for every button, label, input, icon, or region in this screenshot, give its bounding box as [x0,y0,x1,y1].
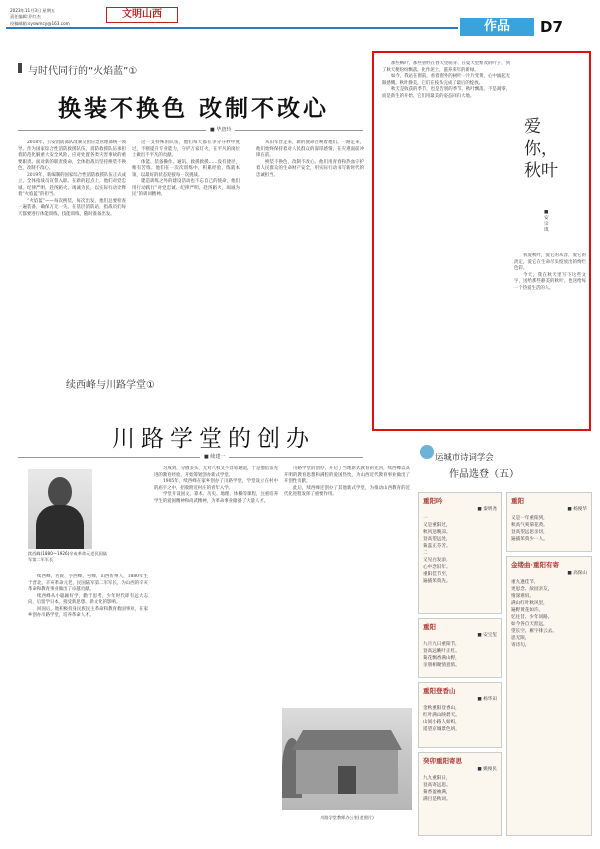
poem-line: 登高远眺叶正红。 [423,649,460,654]
article1-paragraph: 这一支特殊的队伍，他们每天都在争分夺秒中度过，不断提升专业能力，守护万家灯火，在平凡的岗位上做出不平凡的贡献。 [132,140,240,158]
article2-paragraph: 回国后，他积极投身民族民主革命和教育救国事业，在家乡创办川路学堂，培养革命人才。 [28,606,148,618]
essay-paragraph: 如今，我站在窗前，看着窗外的树叶一片片变黄，心中涌起无限感慨。秋叶静美，它们在枝头完成了最后的绽放。 [382,74,510,86]
poem-line: 山间小路人如织， [423,720,460,725]
poem-author: ■ 姚俊民 [477,767,497,772]
poem-line: 又见白发添， [423,558,451,563]
article2-paragraph: 续西峰从小聪颖好学，勤于思考，少年时代即有远大志向，后留学日本，接受新思想、新文化的影响。 [28,593,148,605]
page-number: D7 [540,18,563,36]
poem-author: ■ 高保山 [567,571,587,576]
school-photo [282,708,412,810]
poem-line: 心中念旧年。 [423,565,451,570]
poem-line: 遍野黄花如许。 [511,608,544,613]
portrait-head [48,477,72,507]
article1-paragraph: 2019年，新编制的国家综合性消防救援队伍正式成立，全体指战员宣誓入职。在新的起点上，他们对党忠诚、纪律严明、赴汤蹈火、竭诚为民，以实际行动诠释着“火焰蓝”的担当。 [18,172,126,197]
article1-paragraph: 体能、装备操作、通讯、救援救援……没有捷径，唯有苦练。他们在一次次训练中，积累经验，练就本领，以最好的状态迎接每一次挑战。 [132,159,240,178]
poem-title: 重阳 [511,497,524,505]
article1-column-2 [132,140,240,365]
poem-author: ■ 安宝玺 [477,633,497,638]
poem-line: 重阳佳节至， [423,572,451,577]
article1-title: 换装不换色 改制不改心 [58,96,330,122]
poem-line: 红叶满山映碧天。 [423,713,460,718]
article2-kicker: 续西峰与川路学堂① [66,380,155,391]
essay-paragraph: 那些枫叶，那些曾经在春天里萌芽、在夏天里繁茂的叶子，到了秋天便纷纷飘落，化作泥土，滋养来年的新绿。 [382,61,510,73]
poem-line: 望长空、雁字排云去。 [511,629,557,634]
poem-card [506,492,592,552]
essay-paragraph: 我爱秋叶，爱它的从容，爱它的淡定，爱它在生命尽头绽放出的绚烂色彩。 [514,253,586,271]
poem-line: 又是一年重阳到， [511,516,548,521]
poetry-header [416,440,592,488]
poem-card [418,618,502,678]
article1-byline: ■ 毕唐玲 [206,126,235,133]
poem-card [506,556,592,836]
column-logo: 文明山西 [106,7,178,23]
poem-line: 秋风送晚凉。 [423,530,451,535]
article1-paragraph: 从旧军营走来，新的使命召唤着他们。一路走来，他们始终保持着对人民群众的深厚感情，在灾难面前冲锋在前。 [256,140,364,158]
poem-card [418,752,502,836]
poem-line: 如今各自天涯远， [511,622,548,627]
article2-title: 川路学堂的创办 [112,426,315,452]
poem-line: 重九逢佳节， [511,580,539,585]
poem-line: 金秋重阳登香山， [423,706,460,711]
photo-roof [292,730,402,750]
article2-column-3 [284,466,410,702]
poem-line: 登高寄远思。 [423,783,451,788]
poem-line: 菊花飘香满山野， [423,656,460,661]
article2-paragraph: 习成效，分散多头，无对八权文不容易通道，于是他借鉴先进的教育经验，开始筹划创办新式学堂。 [154,466,278,478]
masthead [6,6,594,42]
essay-paragraph: 今天，我在秋天里写下这些文字，送给那些静美的秋叶，也送给每一个热爱生活的人。 [514,272,586,291]
essay-column-2 [514,253,586,423]
poem-card [418,682,502,748]
article1-paragraph: 建造训练之外的建设活动也不忘自己的使命，他们用行动践行“对党忠诚、纪律严明、赴汤蹈火、竭诚为民”的训词精神。 [132,179,240,197]
poem-line: 遍插茱萸先。 [423,579,451,584]
poem-line: 忆往昔、少年同路。 [511,615,553,620]
poetry-header-title: 运城市诗词学会 [435,452,494,462]
photo-caption: 川路学堂教师办公室(老照片) [320,815,374,820]
poem-line: 登高望远思亲切， [511,530,548,535]
article1-paragraph: “火焰蓝”——每次换装，每次出发，他们总要检查一遍装备，确保万无一失。在基层消防站，指战员们每天都要进行体能训练、技能训练，随时准备出发。 [18,198,126,217]
essay-paragraph: 秋天是收获的季节，也是告别的季节。秋叶飘落，不是凋零，而是新生的开始，它们用最美的姿态回归大地。 [382,87,510,99]
poem-line: 二 [423,551,428,556]
poetry-logo-icon [420,445,434,459]
byline-rule [18,130,363,131]
essay-box [372,51,591,431]
portrait-body [36,505,84,549]
article1-column-3 [256,140,364,365]
poem-line: 满山红叶秋风里， [511,601,548,606]
article2-byline: ■ 续建一 [200,453,229,460]
poem-title: 重阳 [423,623,436,631]
poem-line: 菊蕊正芬芳。 [423,544,451,549]
poem-line: 遥望京城景色妍。 [423,727,460,732]
article2-column-1 [28,574,148,839]
poem-line: 满目是秋词。 [423,797,451,802]
article1-paragraph: 换装不换色，改制不改心。他们用青春和热血守护着人民群众的生命财产安全，用实际行动书写新时代的忠诚担当。 [256,159,364,178]
essay-author: ■ 安宗琪 [544,210,549,233]
email-line: 投稿邮箱:syswmcy@163.com [10,20,70,26]
essay-title: 爱你，秋叶 [524,117,558,181]
poem-title: 重阳登香山 [423,687,456,695]
portrait-photo [28,469,92,549]
poem-line: 一 [423,516,428,521]
article1-paragraph: 2018年，公安消防部队改制交由应急管理部统一领导。作为国家综合性消防救援队伍，消防救援队伍承担着防范化解重大安全风险、应对处置各类灾害事故的重要职责。面对新的职责使命，全体指战员坚持换装不换色、改制不改心。 [18,140,126,171]
poem-line: 秋高气爽菊花黄。 [511,523,548,528]
poem-line: 菊香盈袖满， [423,790,451,795]
byline-rule [18,457,363,458]
poem-author: ■ 杨俊华 [567,507,587,512]
masthead-rule [6,27,458,29]
poem-line: 思无限， [511,636,530,641]
poem-line: 情深难诉。 [511,594,534,599]
poem-author: ■ 杨华田 [477,697,497,702]
poem-card [418,492,502,614]
poem-line: 登高望远处， [423,537,451,542]
poem-line: 遍插茱萸少一人。 [511,537,548,542]
poem-line: 亲朋相聚情意浓。 [423,663,460,668]
poem-line: 又是重阳过， [423,523,451,528]
photo-door [338,766,356,794]
poem-title: 癸卯重阳寄思 [423,757,462,765]
poem-title: 金缕曲·重阳有寄 [511,561,559,569]
article1-kicker: 与时代同行的“火焰蓝”① [28,66,138,77]
essay-column-1 [382,61,510,421]
poem-line: 更思念、故园亲友， [511,587,553,592]
article2-paragraph: 此后，续西峰还创办了其他新式学堂，为推动山西教育的近代化进程发挥了重要作用。 [284,485,410,497]
poem-line: 九月九日重阳节， [423,642,460,647]
kicker-bar [18,63,22,73]
poem-author: ■ 秦明尧 [477,507,497,512]
essay-title-wrap [524,116,574,182]
article2-paragraph: 续西峰，名锐，字西峰，号峰，山西忻州人，1880年生于晋北，辛亥革命元老，民国陆军第二军军长，为山西的辛亥革命和教育事业做出了卓越贡献。 [28,574,148,592]
article1-column-1 [18,140,126,365]
editor-line: 责任编辑:乔红杰 [10,14,41,20]
section-label: 作品 [460,18,534,36]
portrait-caption: 续西峰(1880—1926)辛亥革命元老民国陆军第二军军长 [28,551,108,562]
poem-line: 九九重阳日， [423,776,451,781]
issue-date: 2023年11月3日 星期五 [10,8,56,13]
article2-column-2 [154,466,278,839]
poem-line: 寄诗句。 [511,643,530,648]
poem-title: 重阳吟 [423,497,443,505]
article2-paragraph: 1905年，续西峰在家乡创办了川路学堂，学堂设立在村中的庙宇之中，招收附近村庄的青年入学。 [154,479,278,491]
article2-paragraph: 学堂开设国文、算术、历史、地理、体操等课程，注重培养学生的爱国精神和尚武精神，为革命事业储备了大量人才。 [154,492,278,504]
poetry-header-subtitle: 作品选登（五） [449,469,519,480]
article2-paragraph: 川路学堂的创办，开启了当地新式教育的先河，续西峰以其开明的教育思想和满腔的爱国热忱，为山西近代教育事业做出了开创性贡献。 [284,466,410,484]
